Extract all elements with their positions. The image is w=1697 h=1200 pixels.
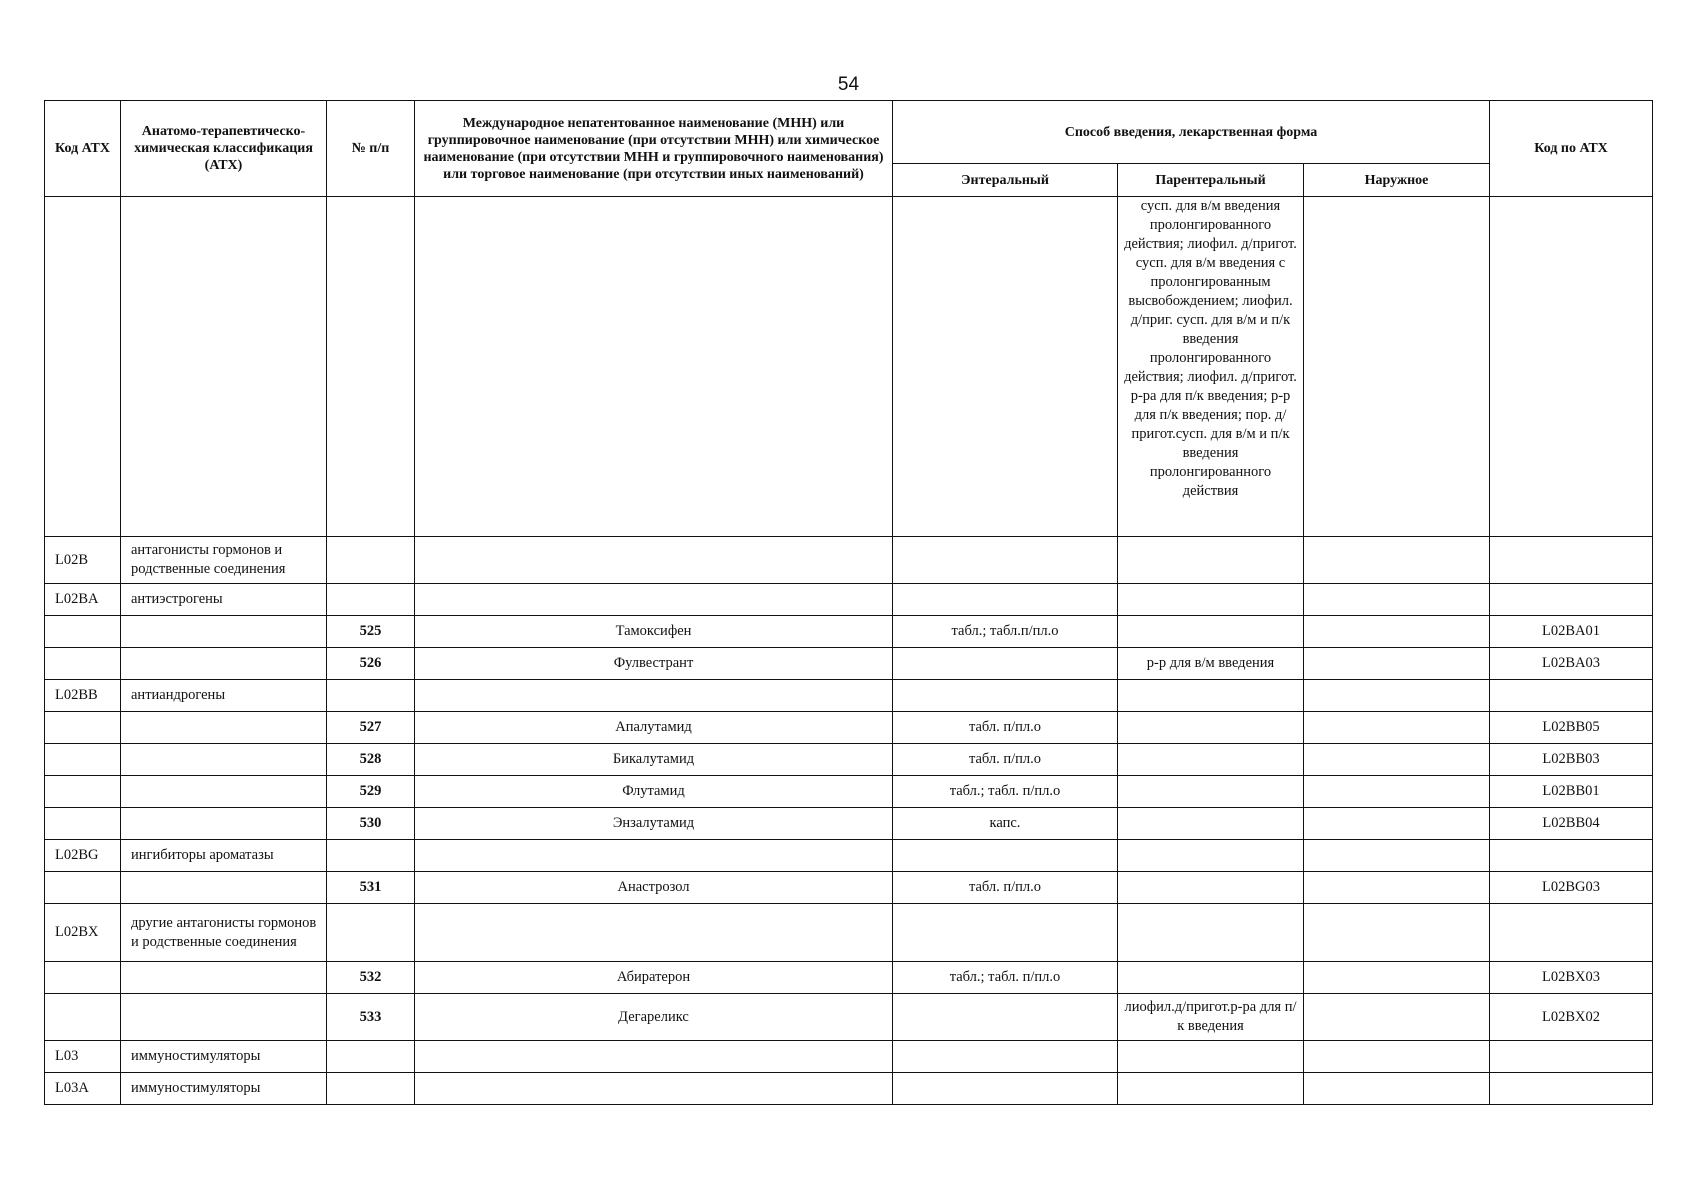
header-route-group: Способ введения, лекарственная форма [893, 101, 1490, 164]
cell-code: L02BA [45, 584, 121, 616]
cell-code [45, 994, 121, 1041]
cell-atx: L02BB01 [1490, 776, 1653, 808]
cell-atx: L02BX03 [1490, 962, 1653, 994]
cell-num [327, 680, 415, 712]
cell-code [45, 616, 121, 648]
cell-enteral: табл. п/пл.о [893, 744, 1118, 776]
cell-enteral [893, 537, 1118, 584]
cell-name [415, 904, 893, 962]
drug-row [45, 776, 1653, 808]
cell-parenteral [1118, 537, 1304, 584]
cell-atx: L02BA01 [1490, 616, 1653, 648]
header-external: Наружное [1304, 164, 1490, 197]
header-enteral: Энтеральный [893, 164, 1118, 197]
cell-atx [1490, 537, 1653, 584]
cell-external [1304, 962, 1490, 994]
cell-num [327, 904, 415, 962]
cell-enteral: табл.; табл. п/пл.о [893, 776, 1118, 808]
cell-atx: L02BG03 [1490, 872, 1653, 904]
cell-class [121, 776, 327, 808]
cell-atx [1490, 1041, 1653, 1073]
cell-parenteral [1118, 616, 1304, 648]
group-row [45, 840, 1653, 872]
drug-row [45, 962, 1653, 994]
cell-parenteral [1118, 962, 1304, 994]
cell-external [1304, 872, 1490, 904]
cell-code: L02BG [45, 840, 121, 872]
cell-parenteral [1118, 1041, 1304, 1073]
cell-enteral: табл.; табл. п/пл.о [893, 962, 1118, 994]
cell-parenteral [1118, 872, 1304, 904]
cell-name: Анастрозол [415, 872, 893, 904]
drug-row [45, 808, 1653, 840]
table-body [45, 197, 1653, 1105]
cell-code [45, 197, 121, 537]
cell-num: 532 [327, 962, 415, 994]
cell-name [415, 584, 893, 616]
cell-name: Бикалутамид [415, 744, 893, 776]
cell-external [1304, 197, 1490, 537]
cell-parenteral [1118, 680, 1304, 712]
cell-enteral [893, 680, 1118, 712]
cell-enteral: табл.; табл.п/пл.о [893, 616, 1118, 648]
cell-enteral [893, 197, 1118, 537]
group-row [45, 1073, 1653, 1105]
cell-name: Фулвестрант [415, 648, 893, 680]
cell-enteral: табл. п/пл.о [893, 712, 1118, 744]
drug-row [45, 712, 1653, 744]
cell-num: 530 [327, 808, 415, 840]
cell-external [1304, 744, 1490, 776]
cell-external [1304, 904, 1490, 962]
cell-name: Абиратерон [415, 962, 893, 994]
cell-name: Энзалутамид [415, 808, 893, 840]
cell-atx: L02BX02 [1490, 994, 1653, 1041]
group-row [45, 537, 1653, 584]
cell-code: L02B [45, 537, 121, 584]
cell-num [327, 537, 415, 584]
cell-name [415, 680, 893, 712]
drug-row [45, 744, 1653, 776]
cell-name: Флутамид [415, 776, 893, 808]
cell-enteral [893, 648, 1118, 680]
cell-name [415, 840, 893, 872]
cell-code: L03 [45, 1041, 121, 1073]
cell-enteral [893, 1073, 1118, 1105]
cell-code [45, 776, 121, 808]
cell-class [121, 994, 327, 1041]
cell-parenteral: сусп. для в/м введения пролонгированного действия; лиофил. д/пригот. сусп. для в/м введения с пролонгированным высвобождением; лиофил. д/приг. сусп. для в/м и п/к введения пролонгированного действия; лиофил. д/пригот. р-ра для п/к введения; р-р для п/к введения; пор. д/пригот.сусп. для в/м и п/к введения пролонгированного действия [1118, 197, 1304, 537]
cell-class: антагонисты гормонов и родственные соединения [121, 537, 327, 584]
cell-code: L02BB [45, 680, 121, 712]
cell-external [1304, 584, 1490, 616]
cell-class [121, 744, 327, 776]
cell-class: антиандрогены [121, 680, 327, 712]
cell-atx [1490, 904, 1653, 962]
cell-class [121, 197, 327, 537]
cell-code [45, 962, 121, 994]
cell-class [121, 712, 327, 744]
cell-atx [1490, 680, 1653, 712]
cell-external [1304, 616, 1490, 648]
cell-atx: L02BB04 [1490, 808, 1653, 840]
page-number: 54 [837, 74, 860, 95]
header-name: Международное непатентованное наименование (МНН) или группировочное наименование (при отсутствии МНН) или химическое наименование (при отсутствии МНН и группировочного наименования) или торговое наименование (при отсутствии иных наименований) [415, 101, 893, 197]
header-code-by-atx: Код по АТХ [1490, 101, 1653, 197]
cell-external [1304, 840, 1490, 872]
cell-num: 529 [327, 776, 415, 808]
cell-enteral: капс. [893, 808, 1118, 840]
cell-class: другие антагонисты гормонов и родственные соединения [121, 904, 327, 962]
continuation-row [45, 197, 1653, 537]
cell-enteral [893, 840, 1118, 872]
cell-external [1304, 712, 1490, 744]
cell-external [1304, 537, 1490, 584]
cell-num: 527 [327, 712, 415, 744]
header-classification: Анатомо-терапевтическо-химическая классификация (АТХ) [121, 101, 327, 197]
cell-parenteral: р-р для в/м введения [1118, 648, 1304, 680]
cell-parenteral [1118, 584, 1304, 616]
cell-code [45, 648, 121, 680]
cell-num: 526 [327, 648, 415, 680]
cell-enteral [893, 1041, 1118, 1073]
cell-parenteral [1118, 712, 1304, 744]
header-parenteral: Парентеральный [1118, 164, 1304, 197]
cell-num [327, 197, 415, 537]
cell-class [121, 872, 327, 904]
cell-num: 533 [327, 994, 415, 1041]
cell-atx [1490, 1073, 1653, 1105]
cell-class [121, 616, 327, 648]
drug-row [45, 872, 1653, 904]
drug-row [45, 616, 1653, 648]
cell-name [415, 1041, 893, 1073]
group-row [45, 680, 1653, 712]
cell-num [327, 584, 415, 616]
header-code-atx: Код АТХ [45, 101, 121, 197]
drug-table [44, 100, 1653, 1105]
cell-parenteral: лиофил.д/пригот.р-ра для п/к введения [1118, 994, 1304, 1041]
cell-parenteral [1118, 776, 1304, 808]
cell-class: ингибиторы ароматазы [121, 840, 327, 872]
cell-external [1304, 1041, 1490, 1073]
cell-name [415, 537, 893, 584]
cell-parenteral [1118, 840, 1304, 872]
cell-num: 525 [327, 616, 415, 648]
cell-atx [1490, 197, 1653, 537]
cell-external [1304, 680, 1490, 712]
drug-row [45, 648, 1653, 680]
cell-name: Дегареликс [415, 994, 893, 1041]
group-row [45, 1041, 1653, 1073]
cell-code [45, 712, 121, 744]
cell-enteral [893, 994, 1118, 1041]
cell-num: 528 [327, 744, 415, 776]
cell-atx [1490, 840, 1653, 872]
cell-parenteral [1118, 744, 1304, 776]
cell-name [415, 197, 893, 537]
cell-code [45, 808, 121, 840]
cell-code [45, 744, 121, 776]
cell-class: иммуностимуляторы [121, 1041, 327, 1073]
cell-atx: L02BB03 [1490, 744, 1653, 776]
cell-code [45, 872, 121, 904]
cell-num [327, 1073, 415, 1105]
cell-parenteral [1118, 808, 1304, 840]
cell-num: 531 [327, 872, 415, 904]
cell-code: L03A [45, 1073, 121, 1105]
cell-code: L02BX [45, 904, 121, 962]
cell-external [1304, 648, 1490, 680]
group-row [45, 584, 1653, 616]
cell-atx [1490, 584, 1653, 616]
cell-enteral [893, 584, 1118, 616]
cell-external [1304, 808, 1490, 840]
cell-name [415, 1073, 893, 1105]
cell-atx: L02BA03 [1490, 648, 1653, 680]
cell-parenteral [1118, 1073, 1304, 1105]
cell-external [1304, 776, 1490, 808]
drug-row [45, 994, 1653, 1041]
cell-external [1304, 1073, 1490, 1105]
cell-enteral [893, 904, 1118, 962]
group-row [45, 904, 1653, 962]
cell-parenteral [1118, 904, 1304, 962]
cell-num [327, 840, 415, 872]
cell-class [121, 648, 327, 680]
cell-external [1304, 994, 1490, 1041]
cell-class [121, 962, 327, 994]
cell-class [121, 808, 327, 840]
cell-name: Тамоксифен [415, 616, 893, 648]
cell-atx: L02BB05 [1490, 712, 1653, 744]
cell-enteral: табл. п/пл.о [893, 872, 1118, 904]
cell-class: антиэстрогены [121, 584, 327, 616]
header-num: № п/п [327, 101, 415, 197]
cell-num [327, 1041, 415, 1073]
cell-class: иммуностимуляторы [121, 1073, 327, 1105]
cell-name: Апалутамид [415, 712, 893, 744]
